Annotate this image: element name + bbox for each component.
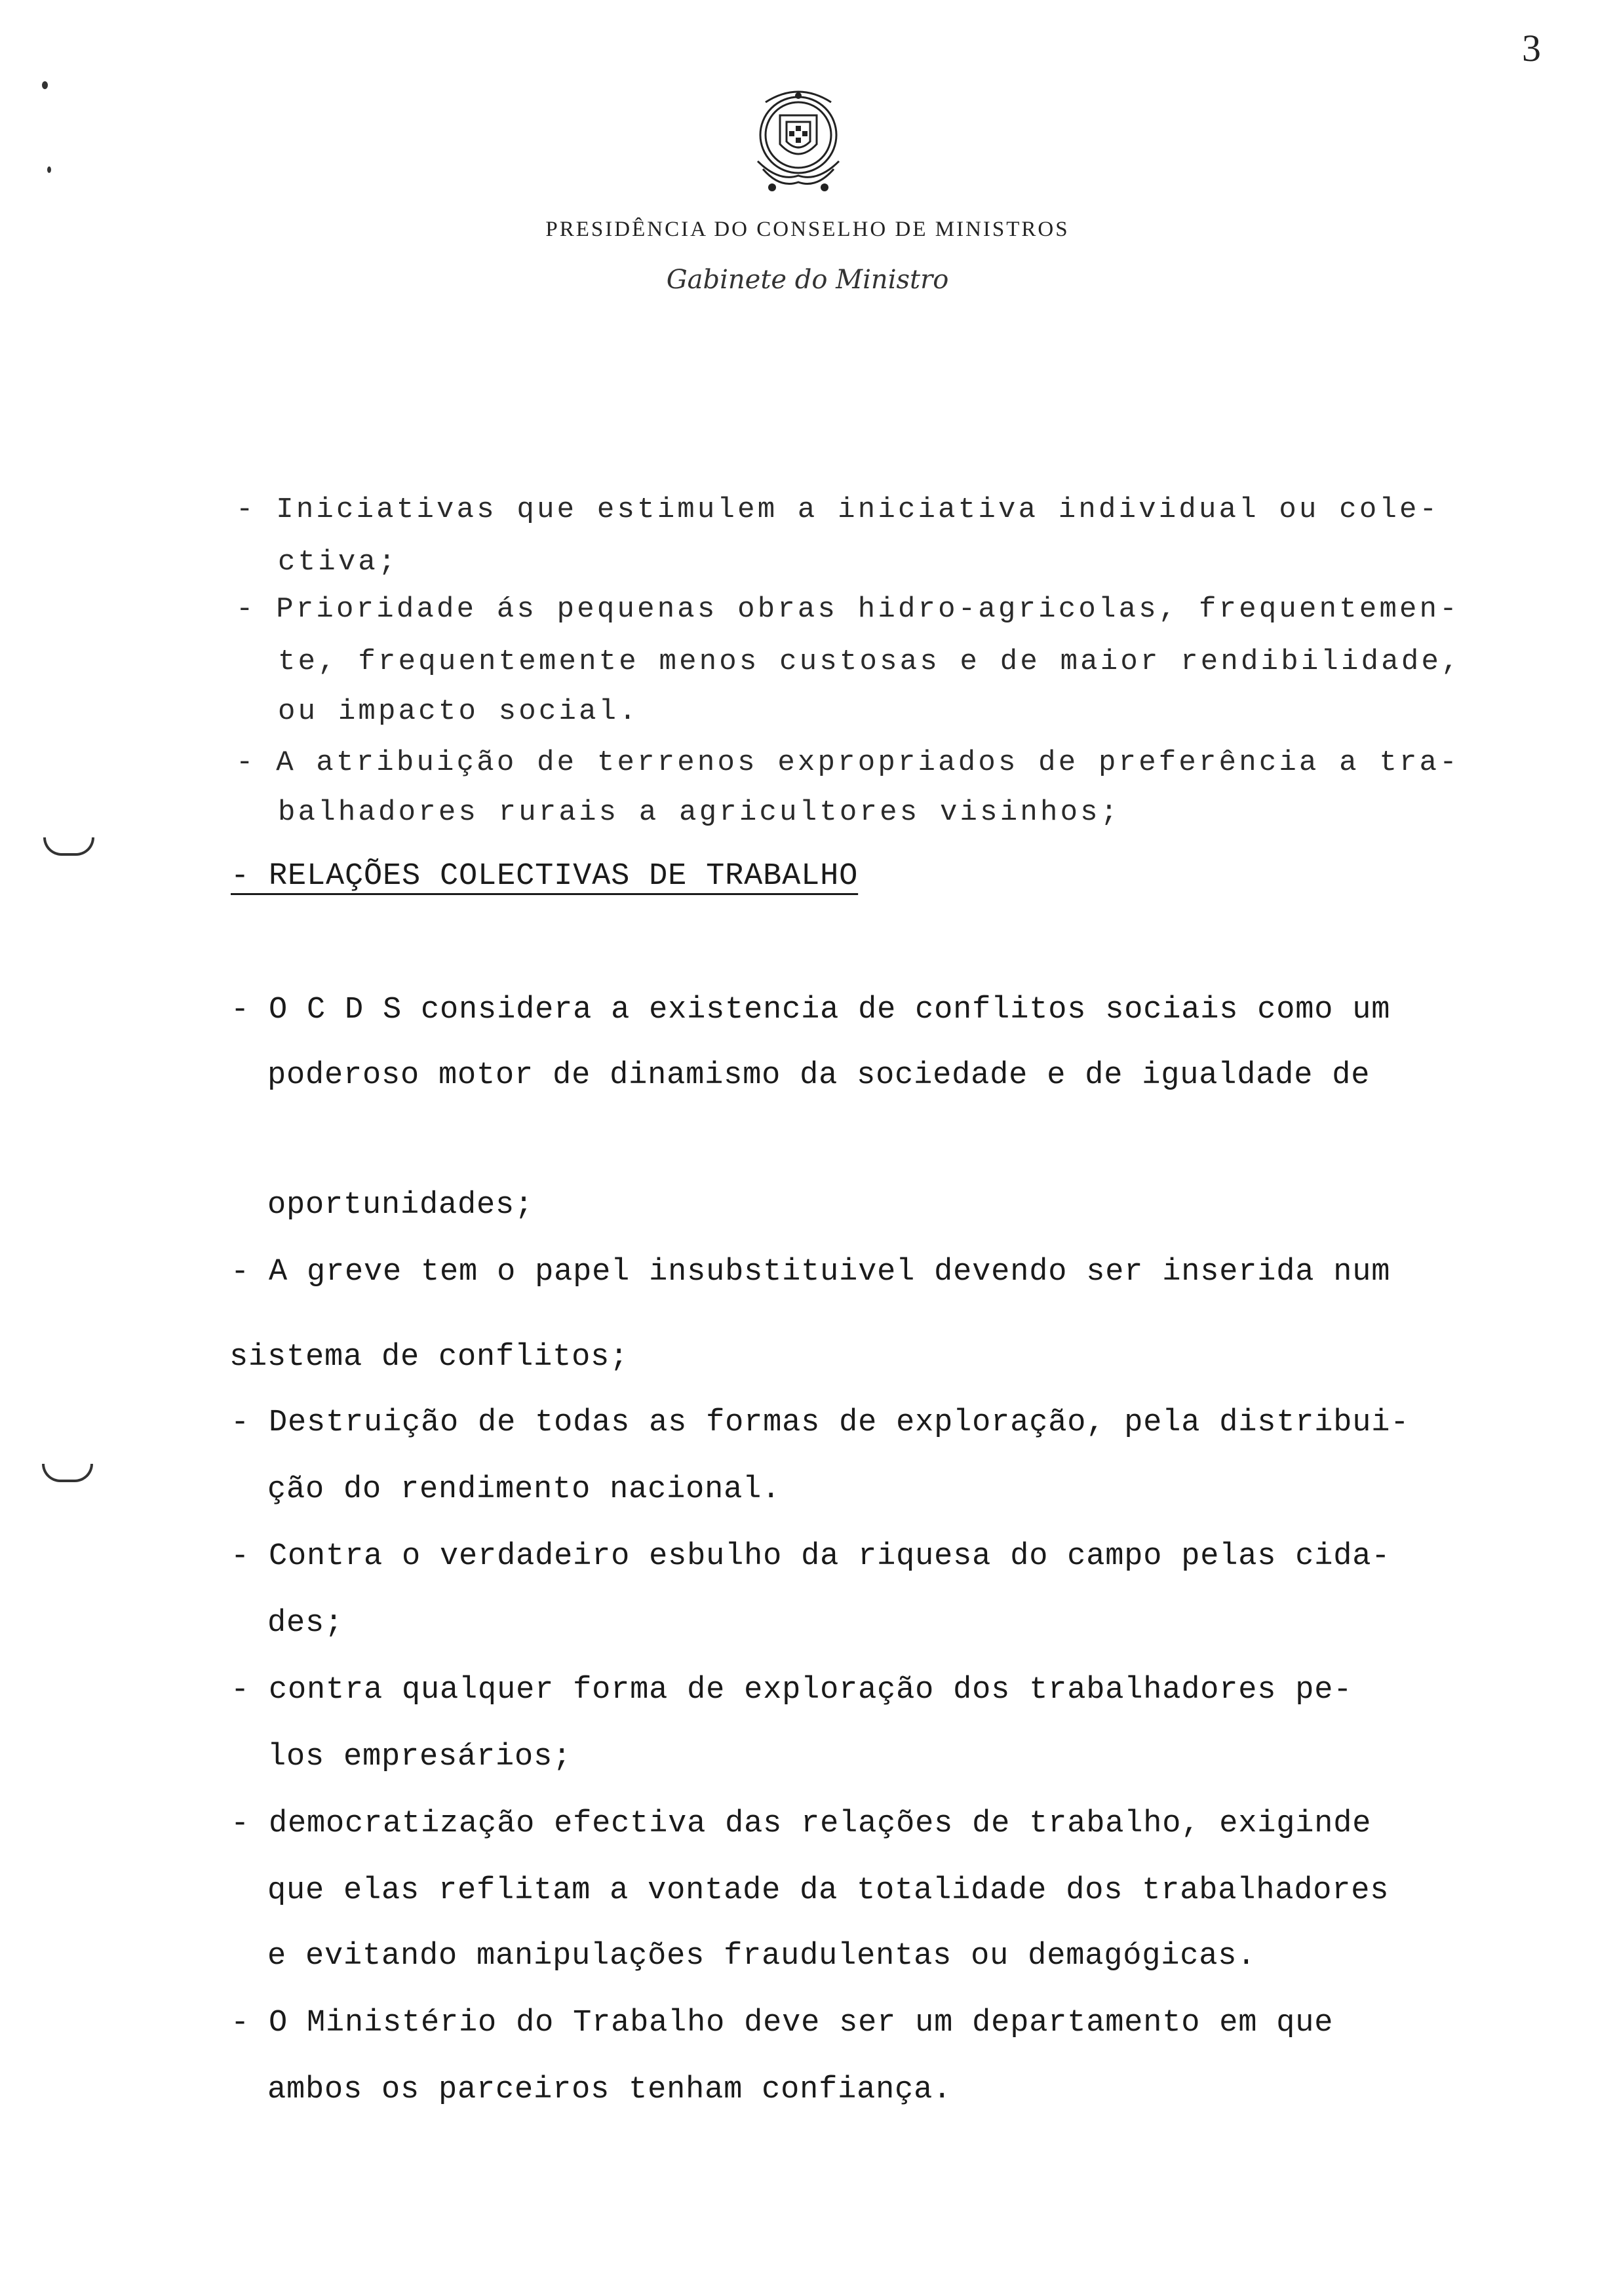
text-line: des; <box>267 1606 344 1641</box>
margin-tick <box>43 837 94 856</box>
margin-mark <box>47 166 51 173</box>
text-line: te, frequentemente menos custosas e de maior rendibilidade, <box>278 645 1462 678</box>
text-line: que elas reflitam a vontade da totalidade dos trabalhadores <box>267 1873 1390 1908</box>
text-line: poderoso motor de dinamismo da sociedade e de igualdade de <box>267 1058 1371 1093</box>
text-line: - Iniciativas que estimulem a iniciativa individual ou cole- <box>236 493 1440 526</box>
text-line: - A greve tem o papel insubstituivel devendo ser inserida num <box>231 1255 1391 1290</box>
text-line: - O C D S considera a existencia de conflitos sociais como um <box>231 993 1391 1027</box>
text-line: - democratização efectiva das relações de trabalho, exiginde <box>231 1807 1372 1841</box>
text-line: - A atribuição de terrenos expropriados de preferência a tra- <box>236 746 1460 779</box>
text-line: - Contra o verdadeiro esbulho da riquesa do campo pelas cida- <box>231 1539 1391 1574</box>
margin-mark <box>42 81 48 89</box>
portuguese-coat-of-arms-icon <box>739 84 857 202</box>
text-line: sistema de conflitos; <box>229 1340 629 1375</box>
text-line: oportunidades; <box>267 1188 534 1223</box>
text-line: los empresários; <box>267 1740 572 1774</box>
text-line: - O Ministério do Trabalho deve ser um departamento em que <box>231 2006 1334 2040</box>
text-line: e evitando manipulações fraudulentas ou demagógicas. <box>267 1939 1256 1974</box>
text-line: - Destruição de todas as formas de exploração, pela distribui- <box>231 1406 1410 1440</box>
text-line: - Prioridade ás pequenas obras hidro-agricolas, frequentemen- <box>236 593 1460 626</box>
margin-tick <box>42 1464 93 1482</box>
page-number: 3 <box>1522 27 1541 69</box>
text-line: ou impacto social. <box>278 695 639 728</box>
section-heading: - RELAÇÕES COLECTIVAS DE TRABALHO <box>231 859 859 894</box>
text-line: ambos os parceiros tenham confiança. <box>267 2073 952 2107</box>
text-line: balhadores rurais a agricultores visinhos; <box>278 796 1121 829</box>
text-line: ctiva; <box>278 546 399 579</box>
text-line: ção do rendimento nacional. <box>267 1472 781 1507</box>
header-title: PRESIDÊNCIA DO CONSELHO DE MINISTROS <box>545 218 1070 241</box>
header-subtitle: Gabinete do Ministro <box>666 265 949 295</box>
text-line: - contra qualquer forma de exploração dos trabalhadores pe- <box>231 1673 1353 1708</box>
